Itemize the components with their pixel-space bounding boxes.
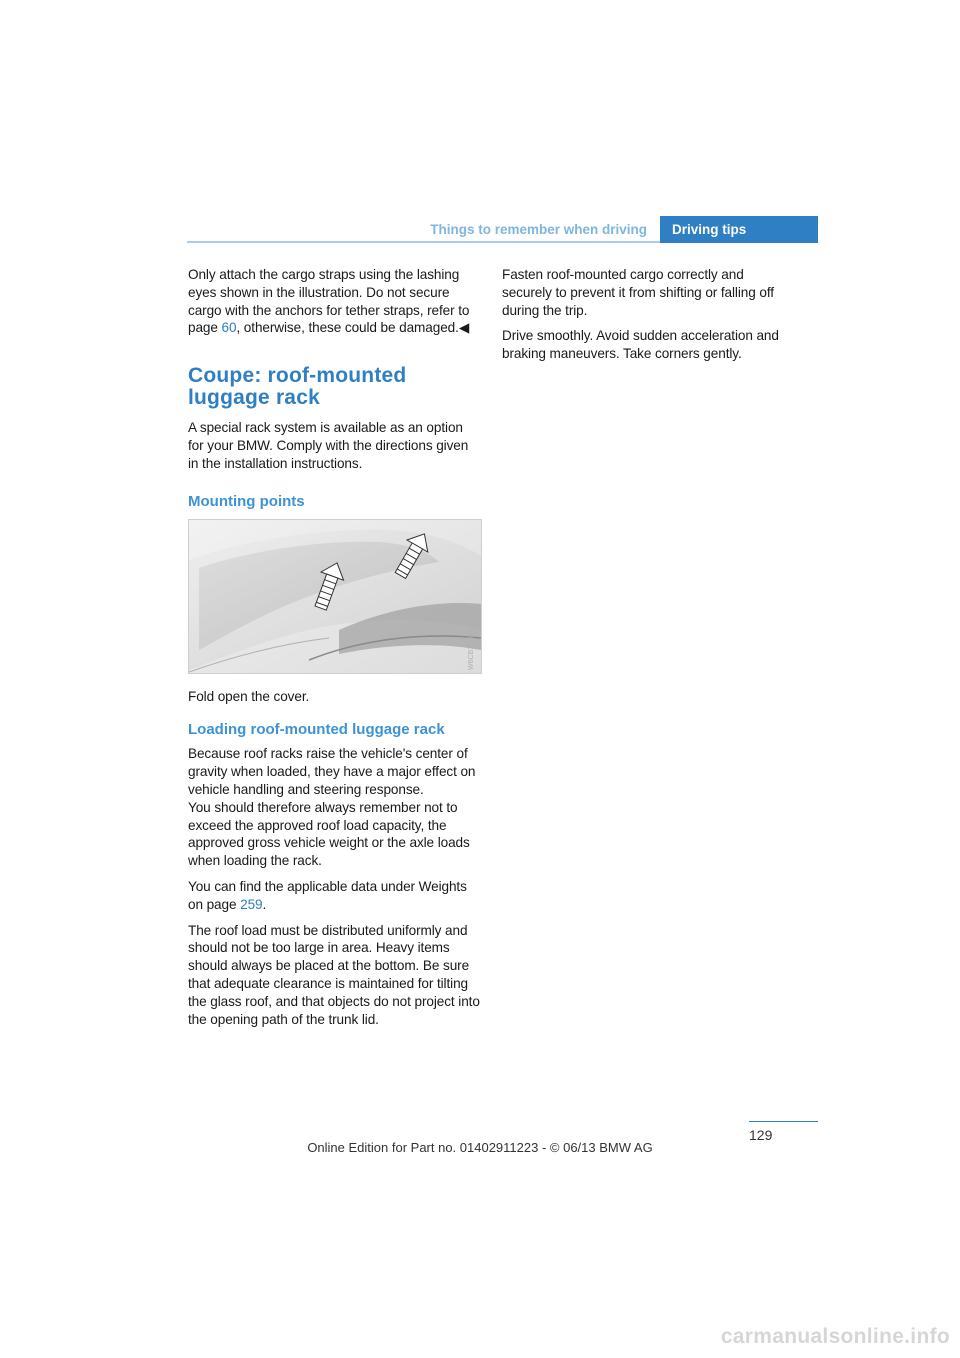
page-link-259[interactable]: 259 [240, 896, 263, 912]
rack-intro-paragraph: A special rack system is available as an option for your BMW. Comply with the directions given in the installation instructions. [188, 420, 469, 471]
loading-paragraph-2: You should therefore always remember not to exceed the approved roof load capacity, the approved gross vehicle weight or the axle loads when loading the rack. [188, 799, 470, 869]
running-header-section: Things to remember when driving [430, 222, 647, 237]
page-link-60[interactable]: 60 [221, 320, 237, 336]
loading-paragraph-1: Because roof racks raise the vehicle's center of gravity when loaded, they have a major effect on vehicle handling and steering response. [188, 746, 476, 797]
header-rule [187, 241, 660, 243]
page-number: 129 [749, 1127, 773, 1143]
weights-paragraph: You can find the applicable data under Weights on page 259. [188, 878, 467, 912]
right-paragraph-2: Drive smoothly. Avoid sudden acceleration and braking maneuvers. Take corners gently. [502, 328, 779, 362]
page-number-rule [749, 1121, 818, 1122]
site-watermark: carmanualsonline.info [720, 1325, 950, 1348]
loading-paragraph-4: The roof load must be distributed uniformly and should not be too large in area. Heavy items should always be placed at the bottom. Be sure that adequate clearance is maintained for tilting the glass roof, and that objects do not project into the opening path of the trunk lid. [188, 922, 480, 1027]
roof-mounting-illustration [188, 519, 482, 674]
roof-illustration-svg [189, 520, 481, 673]
mounting-points-heading: Mounting points [188, 492, 305, 510]
right-paragraph-1: Fasten roof-mounted cargo correctly and securely to prevent it from shifting or falling off during the trip. [502, 267, 774, 318]
fold-instruction: Fold open the cover. [188, 688, 310, 704]
end-mark-icon: ◀ [458, 320, 470, 336]
figure-code: W6CB1028A [468, 629, 475, 670]
right-column [502, 266, 794, 371]
running-header-chapter: Driving tips [660, 216, 818, 243]
left-column [188, 266, 480, 1036]
intro-paragraph: Only attach the cargo straps using the lashing eyes shown in the illustration. Do not secure cargo with the anchors for tether straps, refer to page 60, otherwise, these could be damaged.◀ [188, 267, 470, 336]
section-heading: Coupe: roof-mounted luggage rack [188, 364, 407, 410]
loading-heading: Loading roof-mounted luggage rack [188, 721, 445, 739]
edition-footer: Online Edition for Part no. 01402911223 - © 06/13 BMW AG [307, 1140, 653, 1155]
